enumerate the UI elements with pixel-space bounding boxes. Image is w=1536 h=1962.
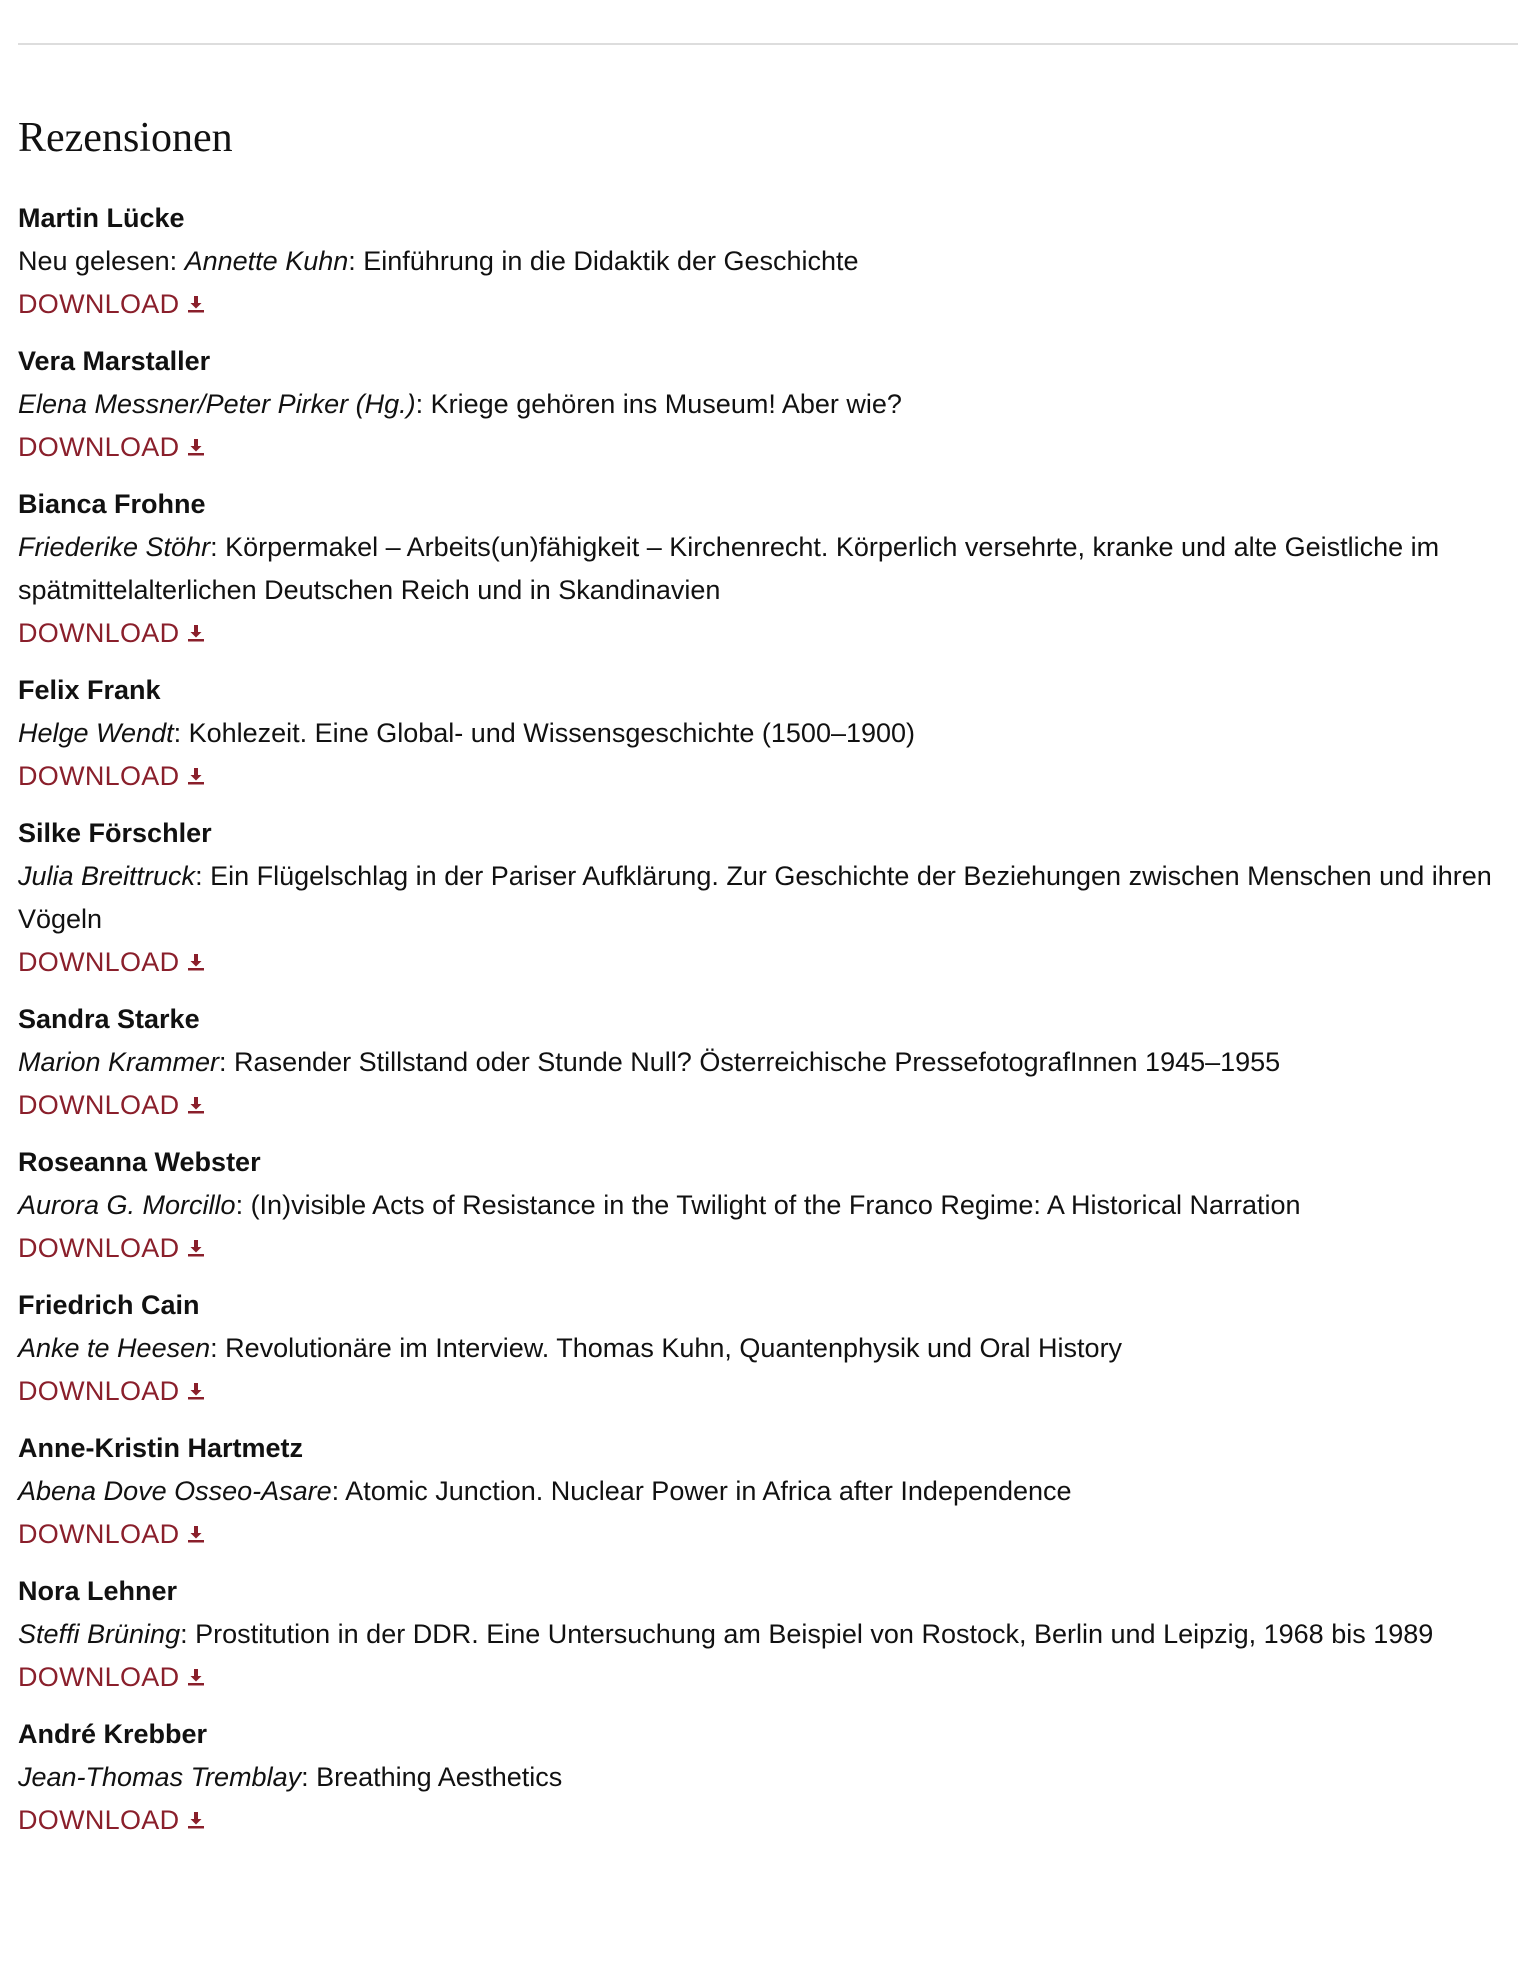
download-icon: [186, 766, 206, 786]
book-author: Anke te Heesen: [18, 1333, 211, 1363]
download-link[interactable]: [18, 941, 206, 984]
book-author: Steffi Brüning: [18, 1619, 181, 1649]
book-author: Annette Kuhn: [184, 246, 349, 276]
book-author: Aurora G. Morcillo: [18, 1190, 236, 1220]
download-link[interactable]: [18, 1656, 206, 1699]
download-link[interactable]: [18, 1513, 206, 1556]
reviewer-name: Silke Förschler: [18, 818, 212, 848]
review-item: [18, 998, 1518, 1127]
review-item: [18, 483, 1518, 655]
book-title: : Kriege gehören ins Museum! Aber wie?: [415, 389, 902, 419]
download-label: DOWNLOAD: [18, 761, 180, 791]
download-icon: [186, 1238, 206, 1258]
download-label: DOWNLOAD: [18, 1090, 180, 1120]
review-item: [18, 812, 1518, 984]
book-prefix: Neu gelesen:: [18, 246, 185, 276]
book-author: Julia Breittruck: [18, 861, 196, 891]
download-link[interactable]: [18, 1084, 206, 1127]
download-label: DOWNLOAD: [18, 947, 180, 977]
download-link[interactable]: [18, 612, 206, 655]
review-item: [18, 1427, 1518, 1556]
book-title: : (In)visible Acts of Resistance in the Twilight of the Franco Regime: A Historical Narration: [235, 1190, 1301, 1220]
download-label: DOWNLOAD: [18, 1662, 180, 1692]
section-title: Rezensionen: [18, 115, 233, 161]
book-title: : Atomic Junction. Nuclear Power in Africa after Independence: [331, 1476, 1072, 1506]
reviewer-name: André Krebber: [18, 1719, 208, 1749]
book-title: : Kohlezeit. Eine Global- und Wissensgeschichte (1500–1900): [173, 718, 916, 748]
book-author: Friederike Stöhr: [18, 532, 211, 562]
download-label: DOWNLOAD: [18, 289, 180, 319]
reviewer-name: Felix Frank: [18, 675, 161, 705]
book-author: Abena Dove Osseo-Asare: [18, 1476, 332, 1506]
download-icon: [186, 623, 206, 643]
reviewer-name: Vera Marstaller: [18, 346, 211, 376]
reviewed-book: [18, 1184, 1518, 1227]
download-icon: [186, 437, 206, 457]
reviewed-book: [18, 1470, 1518, 1513]
review-item: [18, 1141, 1518, 1270]
download-label: DOWNLOAD: [18, 618, 180, 648]
download-icon: [186, 1667, 206, 1687]
reviewed-book: [18, 1327, 1518, 1370]
reviewer-name: Martin Lücke: [18, 203, 185, 233]
reviewed-book: [18, 1756, 1518, 1799]
download-icon: [186, 1524, 206, 1544]
download-label: DOWNLOAD: [18, 1376, 180, 1406]
download-icon: [186, 952, 206, 972]
book-author: Jean-Thomas Tremblay: [18, 1762, 302, 1792]
download-label: DOWNLOAD: [18, 1519, 180, 1549]
book-title: : Revolutionäre im Interview. Thomas Kuhn, Quantenphysik und Oral History: [210, 1333, 1123, 1363]
download-label: DOWNLOAD: [18, 1805, 180, 1835]
book-author: Helge Wendt: [18, 718, 174, 748]
reviewed-book: [18, 712, 1518, 755]
reviewer-name: Anne-Kristin Hartmetz: [18, 1433, 304, 1463]
review-item: [18, 197, 1518, 326]
reviewer-name: Roseanna Webster: [18, 1147, 261, 1177]
book-author: Elena Messner/Peter Pirker (Hg.): [18, 389, 416, 419]
reviewer-name: Sandra Starke: [18, 1004, 200, 1034]
book-title: : Körpermakel – Arbeits(un)fähigkeit – Kirchenrecht. Körperlich versehrte, kranke und alte Geistliche im spätmittelalterlichen Deutschen Reich und in Skandinavien: [18, 532, 1440, 605]
download-label: DOWNLOAD: [18, 1233, 180, 1263]
download-label: DOWNLOAD: [18, 432, 180, 462]
review-item: [18, 1713, 1518, 1842]
download-icon: [186, 1095, 206, 1115]
reviewed-book: [18, 240, 1518, 283]
book-title: : Prostitution in der DDR. Eine Untersuchung am Beispiel von Rostock, Berlin und Leipzig, 1968 bis 1989: [180, 1619, 1434, 1649]
reviewer-name: Nora Lehner: [18, 1576, 178, 1606]
download-link[interactable]: [18, 426, 206, 469]
review-item: [18, 1284, 1518, 1413]
top-divider: [18, 43, 1518, 45]
reviewed-book: [18, 383, 1518, 426]
reviewed-book: [18, 855, 1518, 941]
download-link[interactable]: [18, 1227, 206, 1270]
reviewer-name: Friedrich Cain: [18, 1290, 200, 1320]
review-list: [18, 197, 1518, 1856]
download-icon: [186, 1810, 206, 1830]
book-title: : Ein Flügelschlag in der Pariser Aufklärung. Zur Geschichte der Beziehungen zwischen Menschen und ihren Vögeln: [18, 861, 1492, 934]
book-title: : Rasender Stillstand oder Stunde Null? Österreichische PressefotografInnen 1945–1955: [219, 1047, 1281, 1077]
download-icon: [186, 1381, 206, 1401]
download-link[interactable]: [18, 755, 206, 798]
book-title: : Breathing Aesthetics: [301, 1762, 563, 1792]
review-item: [18, 340, 1518, 469]
review-item: [18, 1570, 1518, 1699]
reviewer-name: Bianca Frohne: [18, 489, 206, 519]
reviewed-book: [18, 526, 1518, 612]
download-link[interactable]: [18, 1370, 206, 1413]
download-link[interactable]: [18, 1799, 206, 1842]
book-author: Marion Krammer: [18, 1047, 220, 1077]
download-icon: [186, 294, 206, 314]
review-item: [18, 669, 1518, 798]
book-title: : Einführung in die Didaktik der Geschichte: [348, 246, 859, 276]
reviewed-book: [18, 1041, 1518, 1084]
reviewed-book: [18, 1613, 1518, 1656]
download-link[interactable]: [18, 283, 206, 326]
